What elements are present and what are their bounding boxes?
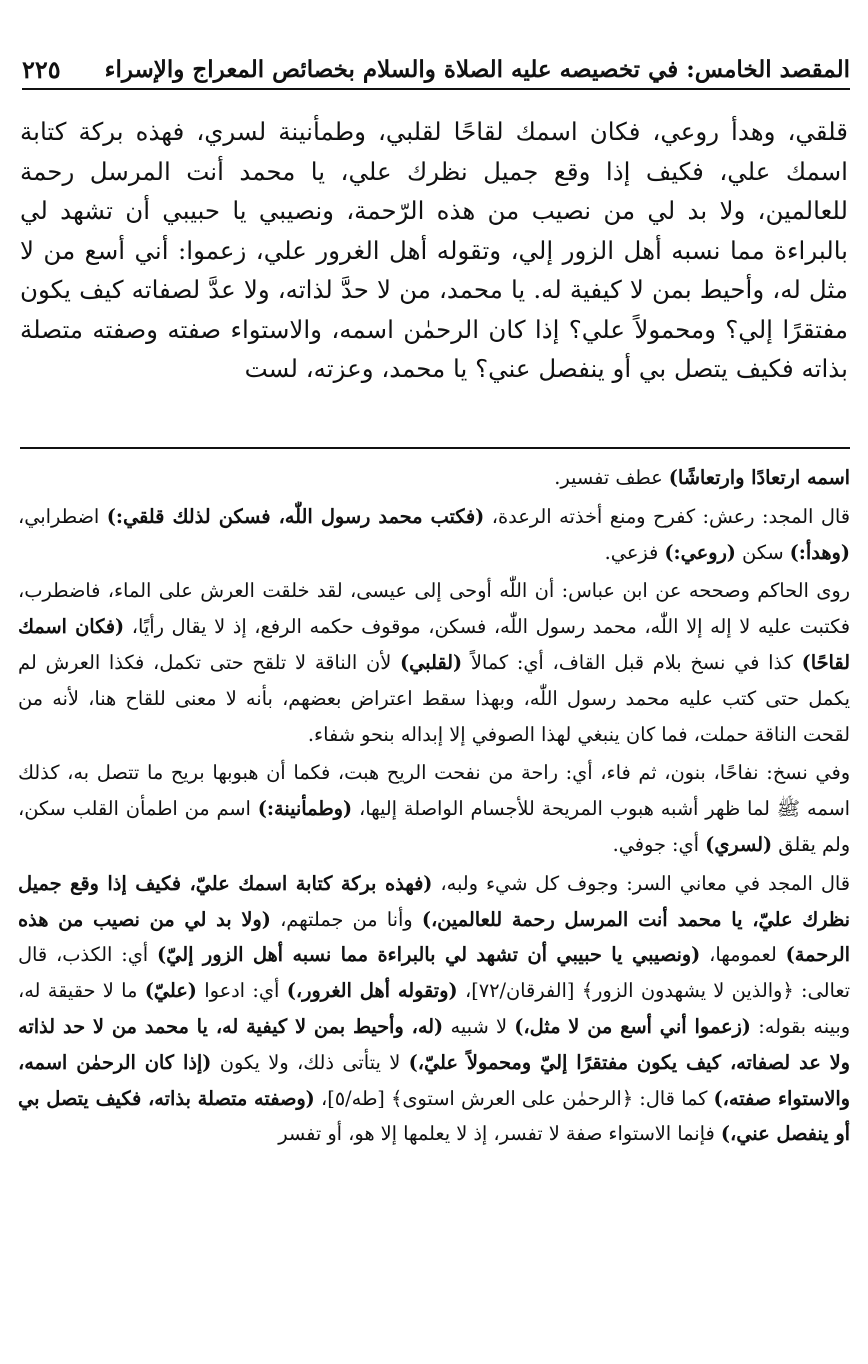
commentary-text: سكن: [735, 540, 790, 564]
commentary-text: اضطرابي،: [18, 504, 107, 528]
commentary-text: فزعي.: [604, 540, 665, 564]
commentary-text: قال المجد: رعش: كفرح ومنع أخذته الرعدة،: [484, 504, 851, 528]
commentary-text: روى الحاكم وصححه عن ابن عباس: أن اللّٰه أوحى إلى عيسى، لقد خلقت العرش على الماء، فاضطرب، فكتبت عليه لا إله إلا اللّٰه، محمد رسول اللّٰه، فسكن، موقوف حكمه الرفع، إذ لا يقال رأيًا،: [18, 579, 850, 639]
commentary-text: وفي نسخ: نفاحًا، بنون، ثم فاء، أي: راحة من نفحت الريح هبت، فكما أن هبوبها بريح ما تتصل به، كذلك اسمه ﷺ لما ظهر أشبه هبوب المريحة للأجسام الواصلة إليها،: [18, 761, 850, 821]
commentary-text: وأنا من جملتهم،: [270, 907, 422, 931]
footnote-divider: [20, 447, 850, 449]
commentary-text: أي: الكذب، قال تعالى: ﴿والذين لا يشهدون الزور﴾ [الفرقان/٧٢]،: [18, 943, 851, 1003]
running-title: المقصد الخامس: في تخصيصه عليه الصلاة والسلام بخصائص المعراج والإسراء: [104, 55, 850, 83]
commentary-text: لا يتأتى ذلك، ولا يكون: [211, 1050, 409, 1074]
commentary-text: لأن الناقة لا تلقح حتى تكمل، فكذا العرش لم يكمل حتى كتب عليه محمد رسول اللّٰه، وبهذا سقط اعتراض بعضهم، بأنه لا معنى للقاح هنا، لأنه من لقحت الناقة حملت، فما كان ينبغي لهذا الصوفي إلا إبداله بنحو شفاء.: [18, 650, 850, 746]
commentary: [18, 460, 850, 1152]
commentary-paragraph: [18, 460, 850, 496]
commentary-text: لا شبيه: [443, 1014, 515, 1038]
quoted-matn: (وطمأنينة:): [257, 797, 353, 821]
commentary-text: أي: ادعوا: [196, 979, 287, 1003]
commentary-paragraph: [18, 499, 850, 571]
quoted-matn: (إذا كان الرحمٰن اسمه، والاستواء صفته،): [18, 1050, 850, 1110]
commentary-text: قال المجد في معاني السر: وجوف كل شيء ولبه،: [432, 871, 850, 895]
commentary-text: كما قال: ﴿الرحمٰن على العرش استوى﴾ [طه/٥]،: [314, 1086, 714, 1110]
quoted-matn: (وصفته متصلة بذاته، فكيف يتصل بي أو ينفصل عني،): [18, 1086, 850, 1146]
commentary-text: ما لا حقيقة له، وبينه بقوله:: [18, 979, 851, 1038]
quoted-matn: (وتقوله أهل الغرور،): [286, 979, 458, 1003]
commentary-text: لعمومها،: [700, 943, 786, 967]
quoted-matn: (فهذه بركة كتابة اسمك عليّ، فكيف إذا وقع جميل نظرك عليّ، يا محمد أنت المرسل رحمة للعالمين،): [18, 871, 850, 931]
page-number: ٢٢٥: [22, 54, 61, 84]
quoted-matn: (ونصيبي يا حبيبي أن تشهد لي بالبراءة مما نسبه أهل الزور إليّ): [157, 943, 701, 967]
main-text: [20, 112, 848, 389]
quoted-matn: (لقلبي): [399, 650, 463, 674]
quoted-matn: (فكان اسمك لقاحًا): [18, 615, 850, 674]
page-header: [22, 50, 850, 90]
commentary-paragraph: [18, 866, 850, 1152]
quoted-matn: (زعموا أني أسع من لا مثل،): [514, 1014, 751, 1038]
commentary-text: اسم من اطمأن القلب سكن، ولم يقلق: [18, 797, 850, 856]
commentary-text: فإنما الاستواء صفة لا تفسر، إذ لا يعلمها إلا هو، أو تفسر: [278, 1122, 721, 1146]
quoted-matn: (لسري): [705, 832, 773, 856]
commentary-text: أي: جوفي.: [612, 832, 706, 856]
quoted-matn: اسمه ارتعادًا وارتعاشًا): [668, 466, 850, 489]
quoted-matn: (فكتب محمد رسول اللّٰه، فسكن لذلك قلقي:): [106, 504, 485, 528]
commentary-paragraph: [18, 573, 850, 752]
quoted-matn: (له، وأحيط بمن لا كيفية له، يا محمد من لا حد لذاته ولا عد لصفاته، كيف يكون مفتقرًا إليّ ومحمولاً عليّ،): [18, 1014, 850, 1074]
commentary-text: عطف تفسير.: [554, 466, 669, 489]
quoted-matn: (وهدأ:): [789, 540, 850, 564]
quoted-matn: (عليّ): [144, 979, 197, 1003]
commentary-paragraph: [18, 755, 850, 862]
quoted-matn: (ولا بد لي من نصيب من هذه الرحمة): [18, 907, 850, 967]
commentary-text: كذا في نسخ بلام قبل القاف، أي: كمالاً: [462, 650, 802, 674]
main-paragraph: قلقي، وهدأ روعي، فكان اسمك لقاحًا لقلبي، وطمأنينة لسري، فهذه بركة كتابة اسمك علي، فكيف إذا وقع جميل نظرك علي، يا محمد أنت المرسل رحمة للعالمين، ولا بد لي من نصيب من هذه الرّحمة، ونصيبي يا حبيبي أن تشهد لي بالبراءة مما نسبه أهل الزور إلي، وتقوله أهل الغرور علي، زعموا: أني أسع من لا مثل له، وأحيط بمن لا كيفية له. يا محمد، من لا حدَّ لذاته، ولا عدَّ لصفاته كيف يكون مفتقرًا إلي؟ ومحمولاً علي؟ إذا كان الرحمٰن اسمه، والاستواء صفته وصفته متصلة بذاته فكيف يتصل بي أو ينفصل عني؟ يا محمد، وعزته، لست: [20, 117, 848, 383]
quoted-matn: (روعي:): [664, 540, 736, 564]
